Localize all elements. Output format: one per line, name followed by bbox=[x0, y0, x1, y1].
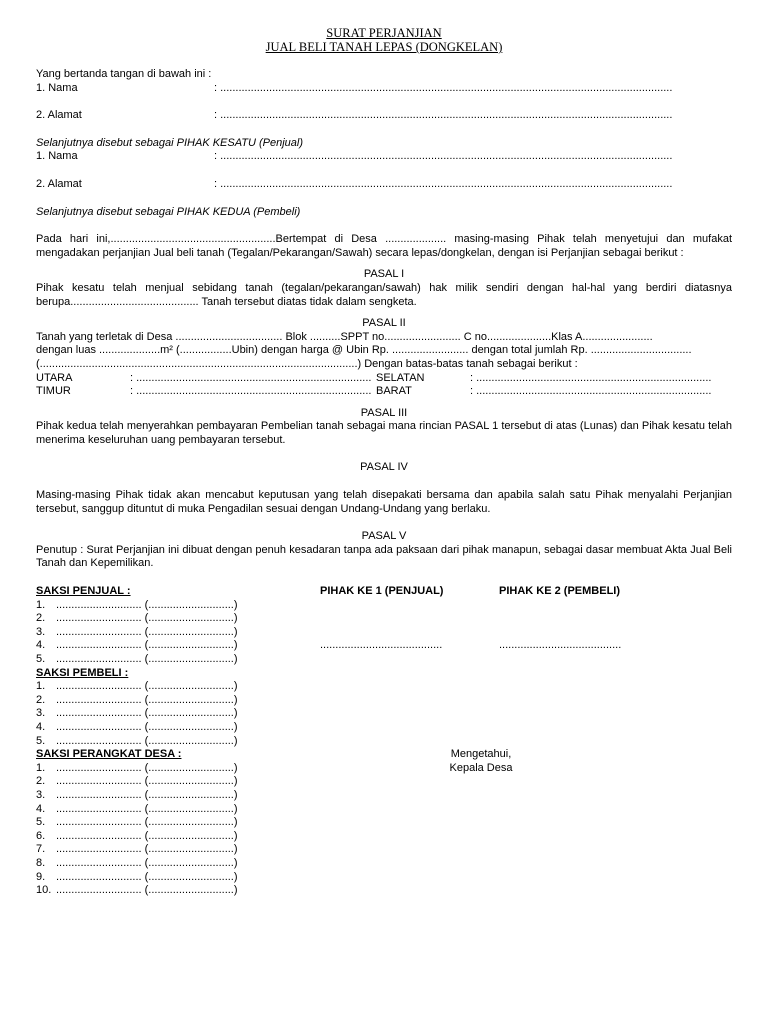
saksi-penjual-item bbox=[36, 639, 306, 653]
pasal5-heading: PASAL V bbox=[361, 530, 407, 543]
boundary-row-1 bbox=[36, 372, 732, 386]
saksi-penjual-item bbox=[36, 653, 306, 667]
saksi-pembeli-item bbox=[36, 694, 306, 708]
item-number: 5. bbox=[36, 653, 46, 665]
item-number: 6. bbox=[36, 829, 46, 842]
kepala-desa-label: Kepala Desa bbox=[449, 761, 513, 774]
timur-label: TIMUR bbox=[36, 385, 71, 398]
saksi-desa-item bbox=[36, 843, 306, 857]
saksi-penjual-item bbox=[36, 626, 306, 640]
item-number: 9. bbox=[36, 870, 46, 883]
pasal3-text: Pihak kedua telah menyerahkan pembayaran Pembelian tanah sebagai mana rincian PASAL 1 tersebut di atas (Lunas) dan Pihak kesatu telah menerima keseluruhan uang pembayaran tersebut. bbox=[36, 420, 732, 446]
saksi-desa-heading: SAKSI PERANGKAT DESA : bbox=[36, 748, 182, 761]
saksi-desa-item bbox=[36, 871, 306, 885]
item-number: 7. bbox=[36, 843, 46, 856]
witness-blank: ............................ (............................) bbox=[56, 775, 238, 788]
item-number: 5. bbox=[36, 816, 46, 829]
witness-blank: ............................ (............................) bbox=[56, 653, 238, 665]
boundary-row-2 bbox=[36, 385, 732, 399]
witness-blank: ............................ (............................) bbox=[56, 639, 238, 652]
party1-alamat-label: 2. Alamat bbox=[36, 109, 82, 122]
pasal3-heading: PASAL III bbox=[360, 406, 408, 419]
pasal4-heading: PASAL IV bbox=[360, 461, 408, 474]
pasal5-text: Penutup : Surat Perjanjian ini dibuat dengan penuh kesadaran tanpa ada paksaan dari pihak manapun, sebagai dasar membuat Akta Jual Beli Tanah dan Kepemilikan. bbox=[36, 543, 732, 570]
pasal2-line-1: Tanah yang terletak di Desa ................................... Blok ..........SPPT no......................... C no.....................Klas A....................... bbox=[36, 330, 653, 343]
item-number: 2. bbox=[36, 612, 46, 625]
witness-blank: ............................ (............................) bbox=[56, 680, 238, 693]
party2-alamat-row bbox=[36, 178, 732, 192]
saksi-desa-item bbox=[36, 857, 306, 871]
item-number: 1. bbox=[36, 680, 46, 693]
pasal1-heading: PASAL I bbox=[363, 268, 405, 281]
witness-blank: ............................ (............................) bbox=[56, 720, 238, 733]
party2-alamat-value: : .................................................................................................................................................... bbox=[214, 177, 673, 190]
item-number: 1. bbox=[36, 761, 46, 774]
pihak1-column bbox=[320, 585, 500, 653]
pihak1-signature-line: ........................................ bbox=[320, 639, 443, 652]
mengetahui-label: Mengetahui, bbox=[450, 748, 512, 761]
witness-blank: ............................ (............................) bbox=[56, 625, 238, 638]
witness-blank: ............................ (............................) bbox=[56, 761, 238, 774]
item-number: 8. bbox=[36, 856, 46, 869]
saksi-desa-item bbox=[36, 803, 306, 817]
party1-alamat-value: : .................................................................................................................................................... bbox=[214, 109, 673, 122]
barat-value: : ............................................................................. bbox=[470, 385, 712, 398]
witness-blank: ............................ (............................) bbox=[56, 856, 238, 869]
party2-nama-label: 1. Nama bbox=[36, 150, 78, 163]
party1-alamat-row bbox=[36, 109, 732, 123]
timur-value: : ............................................................................. bbox=[130, 385, 372, 398]
item-number: 5. bbox=[36, 734, 46, 747]
witness-blank: ............................ (............................) bbox=[56, 816, 238, 829]
item-number: 4. bbox=[36, 802, 46, 815]
utara-label: UTARA bbox=[36, 371, 73, 384]
saksi-desa-item bbox=[36, 775, 306, 789]
saksi-desa-item bbox=[36, 884, 306, 898]
kepala-desa-block bbox=[426, 748, 536, 775]
signature-section bbox=[36, 585, 732, 901]
utara-value: : ............................................................................. bbox=[130, 371, 372, 384]
saksi-pembeli-item bbox=[36, 735, 306, 749]
item-number: 2. bbox=[36, 693, 46, 706]
title-line-2: JUAL BELI TANAH LEPAS (DONGKELAN) bbox=[265, 40, 503, 54]
item-number: 10. bbox=[36, 884, 52, 897]
witness-blank: ............................ (............................) bbox=[56, 693, 238, 706]
saksi-penjual-item bbox=[36, 599, 306, 613]
witness-blank: ............................ (............................) bbox=[56, 598, 238, 611]
party1-designation: Selanjutnya disebut sebagai PIHAK KESATU (Penjual) bbox=[36, 136, 303, 149]
witness-blank: ............................ (............................) bbox=[56, 707, 238, 720]
saksi-desa-item bbox=[36, 830, 306, 844]
pasal2-heading: PASAL II bbox=[362, 317, 406, 330]
pihak1-heading: PIHAK KE 1 (PENJUAL) bbox=[320, 585, 444, 598]
saksi-desa-item bbox=[36, 816, 306, 830]
item-number: 4. bbox=[36, 720, 46, 733]
pasal2-line-2: dengan luas ....................m² (.................Ubin) dengan harga @ Ubin Rp. ......................... dengan total jumlah Rp. ................................. bbox=[36, 344, 692, 357]
saksi-pembeli-heading: SAKSI PEMBELI : bbox=[36, 666, 129, 679]
opening-paragraph: Pada hari ini,......................................................Bertempat di Desa .................... masing-masing Pihak telah menyetujui dan mufakat mengadakan perjanjian Jual beli tanah (Tegalan/Pekarangan/Sawah) secara lepas/dongkelan, dengan isi Perjanjian sebagai berikut : bbox=[36, 233, 732, 259]
selatan-value: : ............................................................................. bbox=[470, 371, 712, 384]
witness-blank: ............................ (............................) bbox=[56, 612, 238, 625]
party2-nama-row bbox=[36, 150, 732, 164]
party2-alamat-label: 2. Alamat bbox=[36, 177, 82, 190]
pihak2-signature-line: ........................................ bbox=[499, 639, 622, 652]
witness-blank: ............................ (............................) bbox=[56, 788, 238, 801]
item-number: 4. bbox=[36, 639, 46, 652]
item-number: 2. bbox=[36, 775, 46, 788]
saksi-penjual-heading: SAKSI PENJUAL : bbox=[36, 585, 131, 598]
witness-column bbox=[36, 585, 306, 898]
intro-text: Yang bertanda tangan di bawah ini : bbox=[36, 68, 212, 80]
document-page bbox=[36, 26, 732, 901]
witness-blank: ............................ (............................) bbox=[56, 829, 238, 842]
pasal1-text: Pihak kesatu telah menjual sebidang tanah (tegalan/pekarangan/sawah) hak milik sendiri dengan hal-hal yang berdiri diatasnya berupa.......................................... Tanah tersebut diatas tidak dalam sengketa. bbox=[36, 281, 732, 308]
saksi-pembeli-item bbox=[36, 721, 306, 735]
party2-designation: Selanjutnya disebut sebagai PIHAK KEDUA (Pembeli) bbox=[36, 205, 301, 218]
pasal2-line-3: (........................................................................................................) Dengan batas-batas tanah sebagai berikut : bbox=[36, 357, 578, 370]
saksi-pembeli-item bbox=[36, 707, 306, 721]
pihak2-column bbox=[499, 585, 699, 653]
selatan-label: SELATAN bbox=[376, 371, 425, 384]
witness-blank: ............................ (............................) bbox=[56, 802, 238, 815]
witness-blank: ............................ (............................) bbox=[56, 734, 238, 747]
witness-blank: ............................ (............................) bbox=[56, 843, 238, 856]
saksi-desa-item bbox=[36, 762, 306, 776]
party1-nama-row bbox=[36, 82, 732, 96]
party2-nama-value: : .................................................................................................................................................... bbox=[214, 150, 673, 163]
witness-blank: ............................ (............................) bbox=[56, 870, 238, 883]
title-line-1: SURAT PERJANJIAN bbox=[326, 26, 442, 40]
item-number: 3. bbox=[36, 625, 46, 638]
saksi-desa-item bbox=[36, 789, 306, 803]
document-title bbox=[36, 26, 732, 54]
party1-nama-value: : .................................................................................................................................................... bbox=[214, 81, 673, 94]
saksi-penjual-item bbox=[36, 612, 306, 626]
pasal4-text: Masing-masing Pihak tidak akan mencabut keputusan yang telah disepakati bersama dan apabila salah satu Pihak menyalahi Perjanjian tersebut, sanggup dituntut di muka Pengadilan sesuai dengan Undang-Undang yang berlaku. bbox=[36, 489, 732, 515]
item-number: 1. bbox=[36, 598, 46, 611]
barat-label: BARAT bbox=[376, 385, 412, 398]
party1-nama-label: 1. Nama bbox=[36, 81, 78, 94]
item-number: 3. bbox=[36, 707, 46, 720]
witness-blank: ............................ (............................) bbox=[56, 884, 238, 897]
pihak2-heading: PIHAK KE 2 (PEMBELI) bbox=[499, 585, 621, 598]
item-number: 3. bbox=[36, 788, 46, 801]
saksi-pembeli-item bbox=[36, 680, 306, 694]
